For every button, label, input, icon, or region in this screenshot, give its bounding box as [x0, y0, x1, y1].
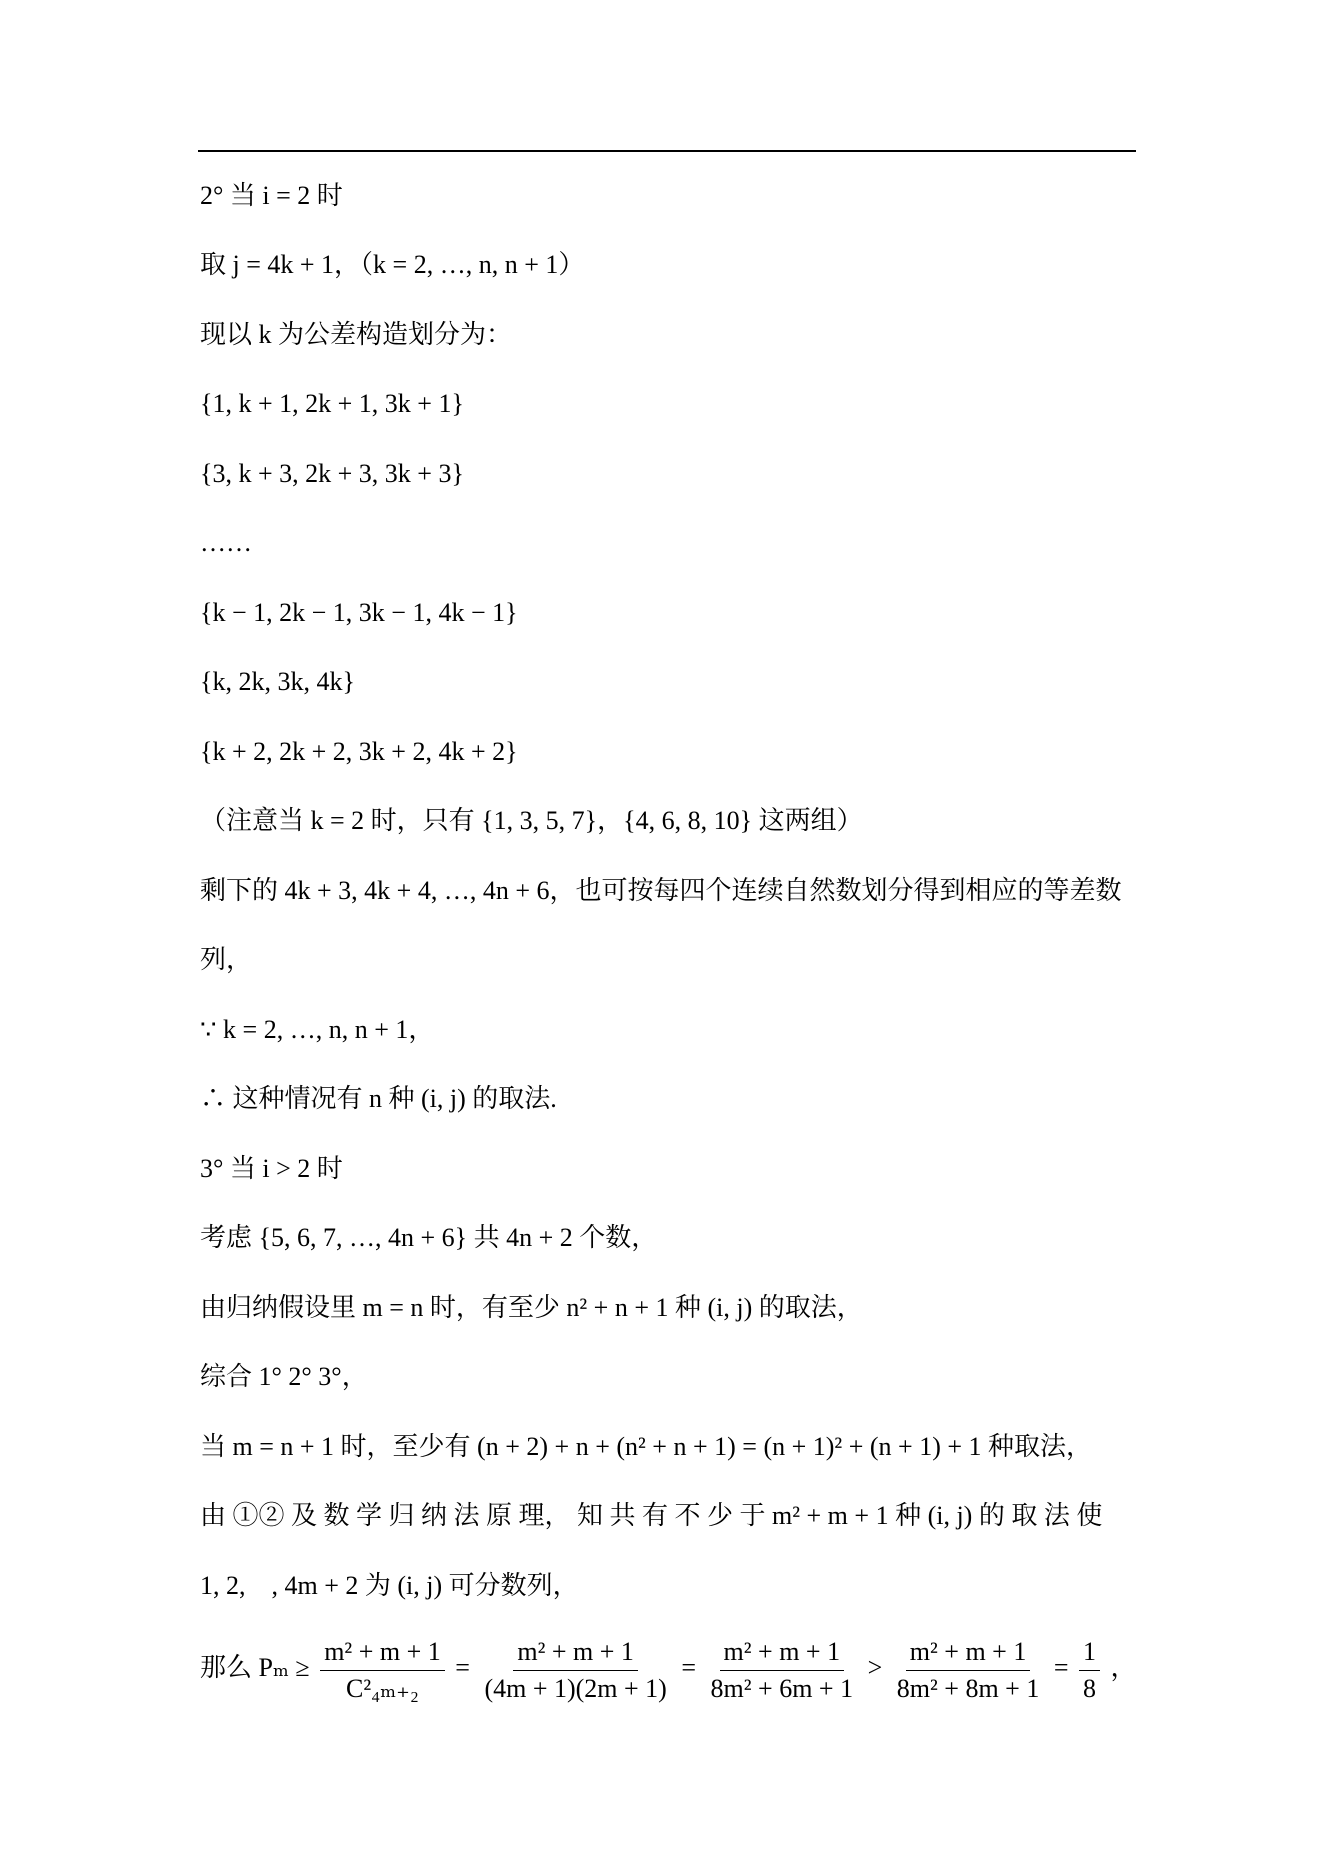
- text-line: 由 ①② 及 数 学 归 纳 法 原 理， 知 共 有 不 少 于 m² + m + 1 种 (i, j) 的 取 法 使: [200, 1501, 1103, 1530]
- set-line: {1, k + 1, 2k + 1, 3k + 1}: [200, 389, 464, 418]
- equals-sign: =: [455, 1653, 470, 1682]
- text-line: 综合 1° 2° 3°，: [200, 1362, 368, 1391]
- final-lead: 那么 Pₘ ≥: [200, 1653, 310, 1682]
- text-line: 当 m = n + 1 时，至少有 (n + 2) + n + (n² + n + 1) = (n + 1)² + (n + 1) + 1 种取法，: [200, 1432, 1093, 1461]
- fraction-1: $\frac{\text{m² + m + 1}}{\text{C²₄ₘ₊₂}}$: [320, 1636, 445, 1705]
- text-line: 剩下的 4k + 3, 4k + 4, …, 4n + 6，也可按每四个连续自然数划分得到相应的等差数: [200, 876, 1122, 905]
- ellipsis-line: ……: [200, 528, 252, 557]
- fraction-4: $\frac{\text{m² + m + 1}}{\text{8m² + 8m + 1}}$: [896, 1636, 1040, 1703]
- case-3-heading: 3° 当 i > 2 时: [200, 1154, 343, 1183]
- equals-sign: =: [1053, 1653, 1069, 1682]
- text-line: 取 j = 4k + 1，（k = 2, …, n, n + 1）: [200, 250, 585, 279]
- final-tail: ，: [1110, 1653, 1137, 1682]
- case-2-heading: 2° 当 i = 2 时: [200, 181, 343, 210]
- set-line: {k + 2, 2k + 2, 3k + 2, 4k + 2}: [200, 737, 518, 766]
- header-rule: [198, 150, 1136, 152]
- fraction-3: $\frac{\text{m² + m + 1}}{\text{8m² + 6m + 1}}$: [710, 1636, 854, 1703]
- set-line: {k, 2k, 3k, 4k}: [200, 667, 355, 696]
- set-line: {3, k + 3, 2k + 3, 3k + 3}: [200, 459, 464, 488]
- set-line: {k − 1, 2k − 1, 3k − 1, 4k − 1}: [200, 598, 518, 627]
- because-line: ∵ k = 2, …, n, n + 1，: [200, 1015, 435, 1044]
- text-line: 1, 2, , 4m + 2 为 (i, j) 可分数列，: [200, 1571, 579, 1600]
- greater-than-sign: >: [867, 1653, 883, 1682]
- text-line: 列，: [200, 945, 253, 974]
- fraction-5: $\frac{1}{8}$: [1079, 1636, 1100, 1705]
- text-line: 由归纳假设里 m = n 时，有至少 n² + n + 1 种 (i, j) 的取法，: [200, 1293, 863, 1322]
- text-line: 考虑 {5, 6, 7, …, 4n + 6} 共 4n + 2 个数，: [200, 1223, 658, 1252]
- note-line: （注意当 k = 2 时，只有 {1, 3, 5, 7}，{4, 6, 8, 10} 这两组）: [200, 806, 863, 835]
- text-line: 现以 k 为公差构造划分为：: [200, 320, 513, 349]
- fraction-2: $\frac{\text{m² + m + 1}}{(4m + 1)(2m + 1)}$: [484, 1636, 667, 1703]
- equals-sign: =: [681, 1653, 697, 1682]
- final-inequality: [200, 1632, 1137, 1705]
- therefore-line: ∴ 这种情况有 n 种 (i, j) 的取法.: [200, 1084, 557, 1113]
